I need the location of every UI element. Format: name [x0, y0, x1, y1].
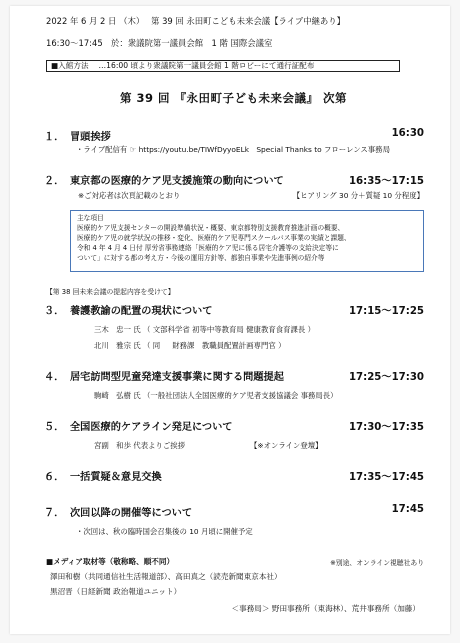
- item-1-label: 冒頭挨拶: [70, 132, 111, 143]
- item-1-number: １．: [44, 132, 65, 143]
- media-line-1: 澤田和樹（共同通信社生活報道部）、高田真之（読売新聞東京本社）: [50, 572, 282, 581]
- speaker-miyazoe: 宮副 和歩 代表よりご挨拶: [94, 441, 186, 450]
- item-3-number: ３．: [44, 306, 65, 317]
- meeting-venue-line: 16:30～17:45 於：衆議院第一議員会館 1 階 国際会議室: [46, 38, 273, 48]
- item-7-time: 17:45: [391, 504, 424, 515]
- item-6-number: ６．: [44, 472, 65, 483]
- page-title: 第 39 回 『永田町子ども未来会議』 次第: [120, 91, 348, 105]
- main-topics-line: ついて」に対する都の考え方・今後の運用方針等、都独自事業や先進事例の紹介等: [77, 254, 325, 262]
- item-6-label: 一括質疑＆意見交換: [70, 472, 162, 483]
- online-appearance-note: 【※オンライン登壇】: [250, 441, 323, 450]
- entry-method-box: ■入館方法 …16:00 頃より衆議院第一議員会館 1 階ロビーにて通行証配布: [46, 60, 400, 72]
- online-viewers-note: ※別途、オンライン視聴社あり: [330, 559, 424, 567]
- item-6-time: 17:35～17:45: [348, 472, 424, 483]
- meeting-date-line: 2022 年 6 月 2 日 （木） 第 39 回 永田町こども未来会議【ライブ中継あり】: [46, 16, 346, 26]
- item-4-number: ４．: [44, 372, 65, 383]
- item-5-number: ５．: [44, 422, 65, 433]
- previous-meeting-label: 【第 38 回未来会議の提起内容を受けて】: [46, 288, 175, 296]
- item-1-time: 16:30: [391, 128, 424, 139]
- main-topics-box: [70, 210, 424, 272]
- item-3-time: 17:15～17:25: [348, 306, 424, 317]
- respondent-note: ※ご対応者は次頁記載のとおり: [78, 191, 181, 200]
- media-line-2: 黒沼晋（日経新聞 政治報道ユニット）: [50, 587, 182, 596]
- agenda-page: [10, 6, 450, 634]
- item-5-label: 全国医療的ケアライン発足について: [70, 422, 233, 433]
- item-4-label: 居宅訪問型児童発達支援事業に関する問題提起: [70, 372, 284, 383]
- speaker-komazaki: 駒崎 弘樹 氏 （一般社団法人全国医療的ケア児者支援協議会 事務局長）: [94, 391, 338, 400]
- item-2-number: ２．: [44, 176, 65, 187]
- speaker-miki: 三木 忠一 氏 （ 文部科学省 初等中等教育局 健康教育食育課長 ）: [94, 325, 316, 334]
- secretariat-line: ＜事務局＞ 野田事務所（東海林）、荒井事務所（加藤）: [231, 604, 420, 613]
- item-7-number: ７．: [44, 508, 65, 519]
- item-5-time: 17:30～17:35: [348, 422, 424, 433]
- media-heading: ■メディア取材等（敬称略、順不同）: [46, 557, 175, 566]
- hearing-duration-note: 【ヒアリング 30 分＋質疑 10 分程度】: [292, 191, 424, 200]
- next-meeting-note: ・次回は、秋の臨時国会召集後の 10 月頃に開催予定: [76, 527, 253, 536]
- live-stream-note: ・ライブ配信有 ☞ https://youtu.be/TIWfDyyoELk Special Thanks to フローレンス事務局: [76, 145, 390, 154]
- item-4-time: 17:25～17:30: [348, 372, 424, 383]
- main-topics-heading: 主な項目: [77, 214, 104, 222]
- item-2-label: 東京都の医療的ケア児支援施策の動向について: [70, 176, 284, 187]
- item-7-label: 次回以降の開催等について: [70, 508, 193, 519]
- main-topics-line: 医療的ケア児の就学状況の推移・変化、医療的ケア児専門スクールバス事業の実績と課題、: [77, 234, 351, 242]
- speaker-kitagawa: 北川 雅宗 氏 （ 同 財務課 教職員配置計画専門官 ）: [94, 341, 286, 350]
- item-3-label: 養護教諭の配置の現状について: [70, 306, 213, 317]
- item-2-time: 16:35～17:15: [348, 176, 424, 187]
- main-topics-line: 令和 4 年 4 月 4 日付 厚労省事務連絡「医療的ケア児に係る居宅介護等の支給決定等に: [77, 244, 339, 252]
- main-topics-line: 医療的ケア児支援センターの開設準備状況・概要、東京都特別支援教育推進計画の概要、: [77, 224, 345, 232]
